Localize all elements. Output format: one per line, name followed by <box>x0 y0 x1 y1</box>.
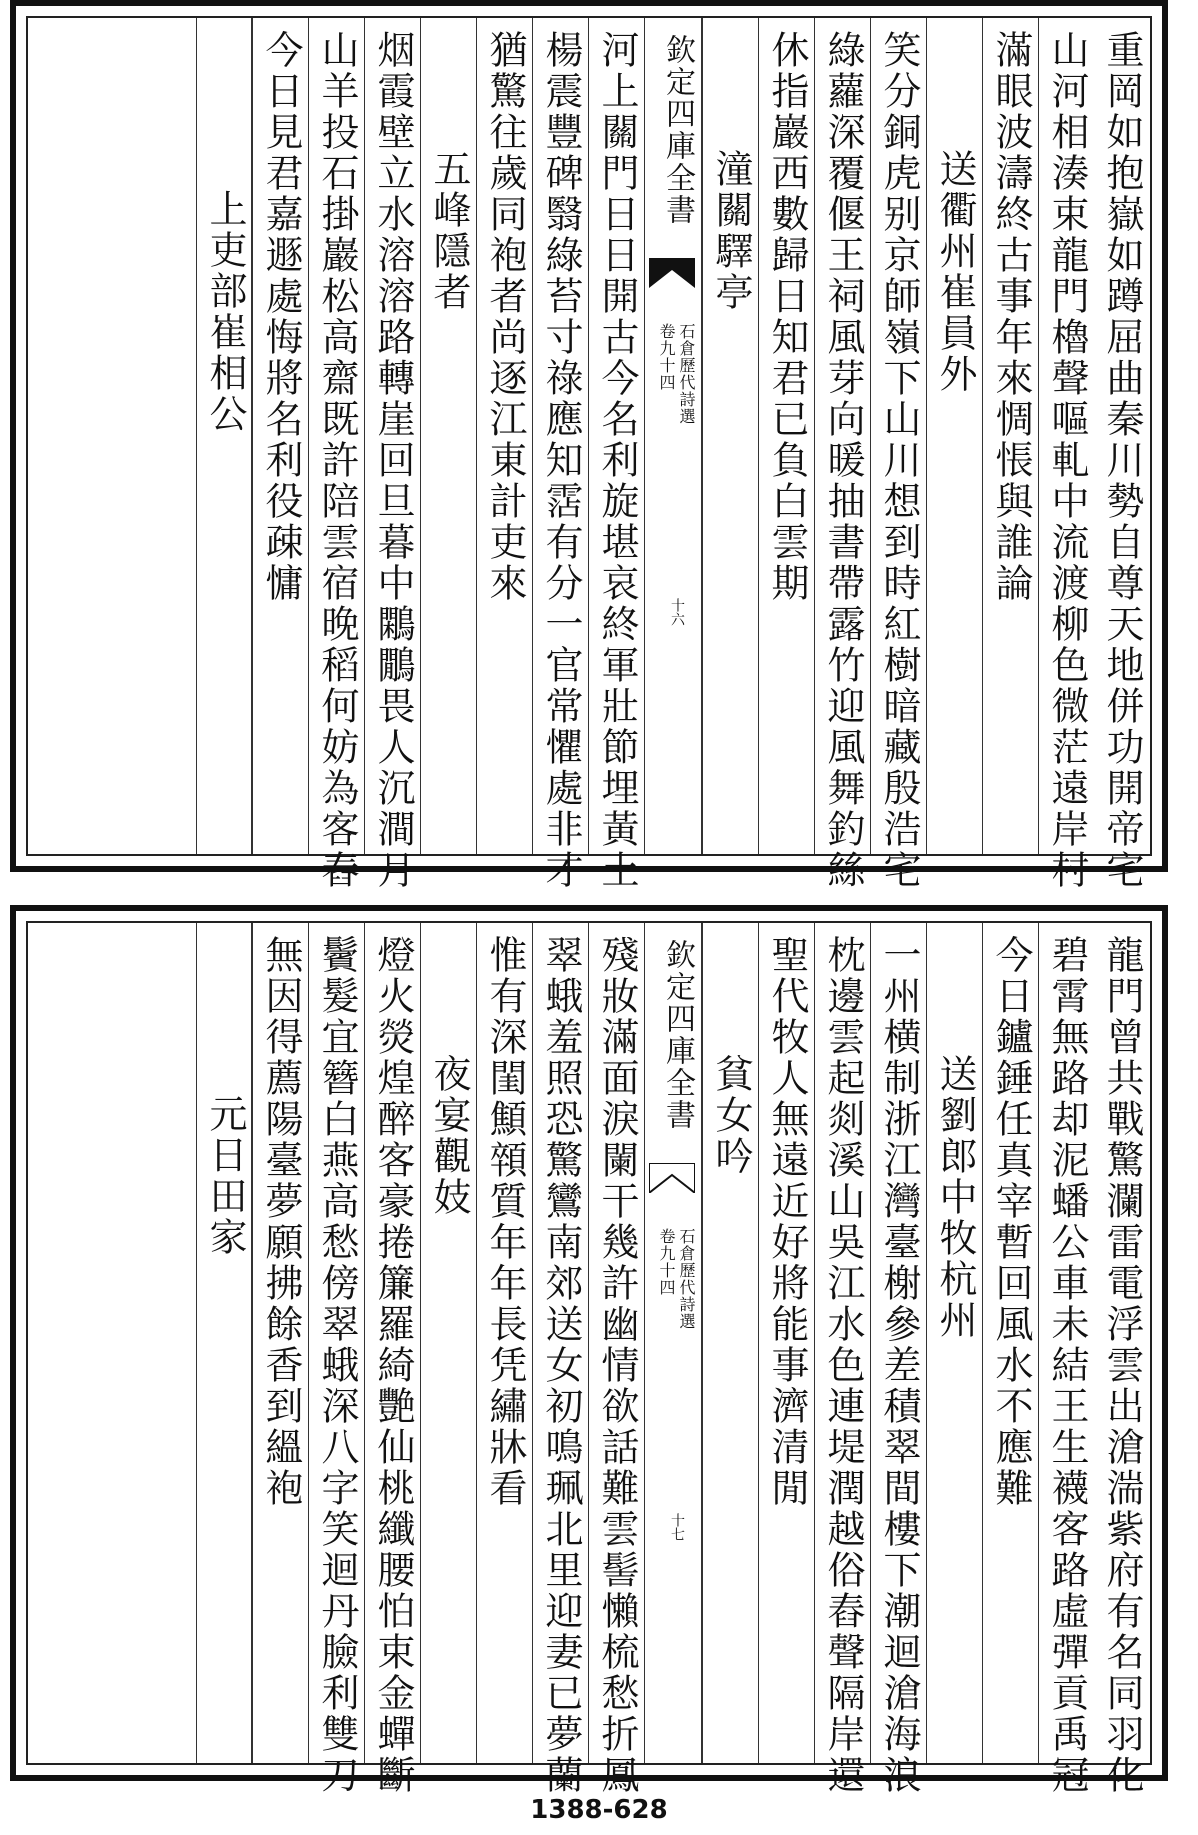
poem-line: 楊震豐碑翳綠苔寸祿應知霑有分一官常懼處非才 <box>539 30 583 891</box>
text-column <box>196 18 252 854</box>
poem-line: 無因得薦陽臺夢願拂餘香到縕袍 <box>259 935 303 1509</box>
fish-tail-ornament <box>649 1163 695 1193</box>
poem-line: 休指巖西數歸日知君已負白雲期 <box>765 30 809 604</box>
poem-line: 今日鑪錘任真宰暫回風水不應難 <box>989 935 1033 1509</box>
text-column <box>1094 18 1150 891</box>
text-column <box>364 18 420 891</box>
upper-page-frame <box>26 16 1152 891</box>
fish-tail-ornament <box>649 258 695 288</box>
text-column <box>702 18 758 854</box>
text-column <box>758 18 814 854</box>
poem-line: 碧霄無路却泥蟠公車未結王生襪客路虛彈貢禹冠 <box>1045 935 1089 1796</box>
text-column <box>476 18 532 854</box>
text-column <box>1094 923 1150 1796</box>
center-margin <box>644 923 702 1763</box>
poem-line: 一州横制浙江灣臺榭參差積翠間樓下潮迴滄海浪 <box>877 935 921 1796</box>
text-column <box>814 923 870 1796</box>
poem-line: 聖代牧人無遠近好將能事濟清閒 <box>765 935 809 1509</box>
catalog-number: 1388-628 <box>530 1795 668 1825</box>
poem-title: 五峰隱者 <box>427 108 471 313</box>
text-column <box>982 923 1038 1763</box>
text-column <box>420 923 476 1763</box>
poem-line: 枕邊雲起剡溪山吳江水色連堤潤越俗舂聲隔岸還 <box>821 935 865 1796</box>
text-column <box>588 18 644 891</box>
lower-page <box>10 905 1168 1796</box>
poem-line: 燈火熒煌醉客豪捲簾羅綺艷仙桃纖腰怕束金蟬斷 <box>371 935 415 1796</box>
poem-line: 重岡如抱嶽如蹲屈曲秦川勢自尊天地併功開帝宅 <box>1100 30 1144 891</box>
text-column <box>532 18 588 891</box>
poem-title: 貧女吟 <box>709 1013 753 1177</box>
volume-number: 卷九十四 <box>657 1228 676 1296</box>
volume-number: 卷九十四 <box>657 323 676 391</box>
text-column <box>926 923 982 1763</box>
poem-title: 上吏部崔相公 <box>203 148 247 435</box>
text-column <box>420 18 476 854</box>
text-column <box>308 923 364 1796</box>
text-column <box>758 923 814 1763</box>
leaf-number: 十六 <box>669 598 685 626</box>
poem-title: 元日田家 <box>203 1053 247 1258</box>
text-column <box>870 18 926 891</box>
poem-line: 山羊投石掛巖松高齋既許陪雲宿晚稻何妨為客舂 <box>315 30 359 891</box>
poem-line: 鬢髮宜簪白燕高愁傍翠蛾深八字笑迴丹臉利雙刀 <box>315 935 359 1796</box>
poem-line: 今日見君嘉遯處悔將名利役疎慵 <box>259 30 303 604</box>
poem-line: 殘妝滿面淚闌干幾許幽情欲話難雲髻懶梳愁折鳳 <box>595 935 639 1796</box>
text-column <box>252 18 308 854</box>
poem-title: 送劉郎中牧杭州 <box>933 1013 977 1341</box>
collection-title: 石倉歷代詩選 <box>677 323 696 425</box>
text-column <box>196 923 252 1763</box>
collection-title: 石倉歷代詩選 <box>677 1228 696 1330</box>
text-column <box>814 18 870 891</box>
poem-line: 山河相湊束龍門櫓聲嘔軋中流渡柳色微茫遠岸村 <box>1045 30 1089 891</box>
text-column <box>870 923 926 1796</box>
poem-line: 河上關門日日開古今名利旋堪哀終軍壯節埋黃土 <box>595 30 639 891</box>
poem-line: 烟霞壁立水溶溶路轉崖回旦暮中鷴鷳畏人沉澗月 <box>371 30 415 891</box>
poem-line: 龍門曾共戰驚瀾雷電浮雲出滄湍紫府有名同羽化 <box>1100 935 1144 1796</box>
leaf-number: 十七 <box>669 1513 685 1541</box>
text-column <box>982 18 1038 854</box>
text-column <box>1038 923 1094 1796</box>
upper-page <box>10 0 1168 891</box>
poem-title: 潼關驛亭 <box>709 108 753 313</box>
book-title: 欽定四庫全書 <box>660 34 695 226</box>
center-margin <box>644 18 702 854</box>
poem-line: 惟有深閨顦顇質年年長凭繡牀看 <box>483 935 527 1509</box>
book-title: 欽定四庫全書 <box>660 939 695 1131</box>
poem-title: 送衢州崔員外 <box>933 108 977 395</box>
text-column <box>1038 18 1094 891</box>
text-column <box>926 18 982 854</box>
poem-line: 笑分銅虎别京師嶺下山川想到時紅樹暗藏殷浩宅 <box>877 30 921 891</box>
text-column <box>476 923 532 1763</box>
text-column <box>588 923 644 1796</box>
poem-line: 綠蘿深覆偃王祠風芽向暖抽書帶露竹迎風舞釣絲 <box>821 30 865 891</box>
poem-line: 翠蛾羞照恐驚鸞南郊送女初鳴珮北里迎妻已夢蘭 <box>539 935 583 1796</box>
text-column <box>364 923 420 1796</box>
text-column <box>252 923 308 1763</box>
text-column <box>702 923 758 1763</box>
poem-line: 猶驚往歲同袍者尚逐江東計吏來 <box>483 30 527 604</box>
text-column <box>308 18 364 891</box>
poem-line: 滿眼波濤終古事年來惆悵與誰論 <box>989 30 1033 604</box>
lower-page-frame <box>26 921 1152 1796</box>
text-column <box>532 923 588 1796</box>
poem-title: 夜宴觀妓 <box>427 1013 471 1218</box>
